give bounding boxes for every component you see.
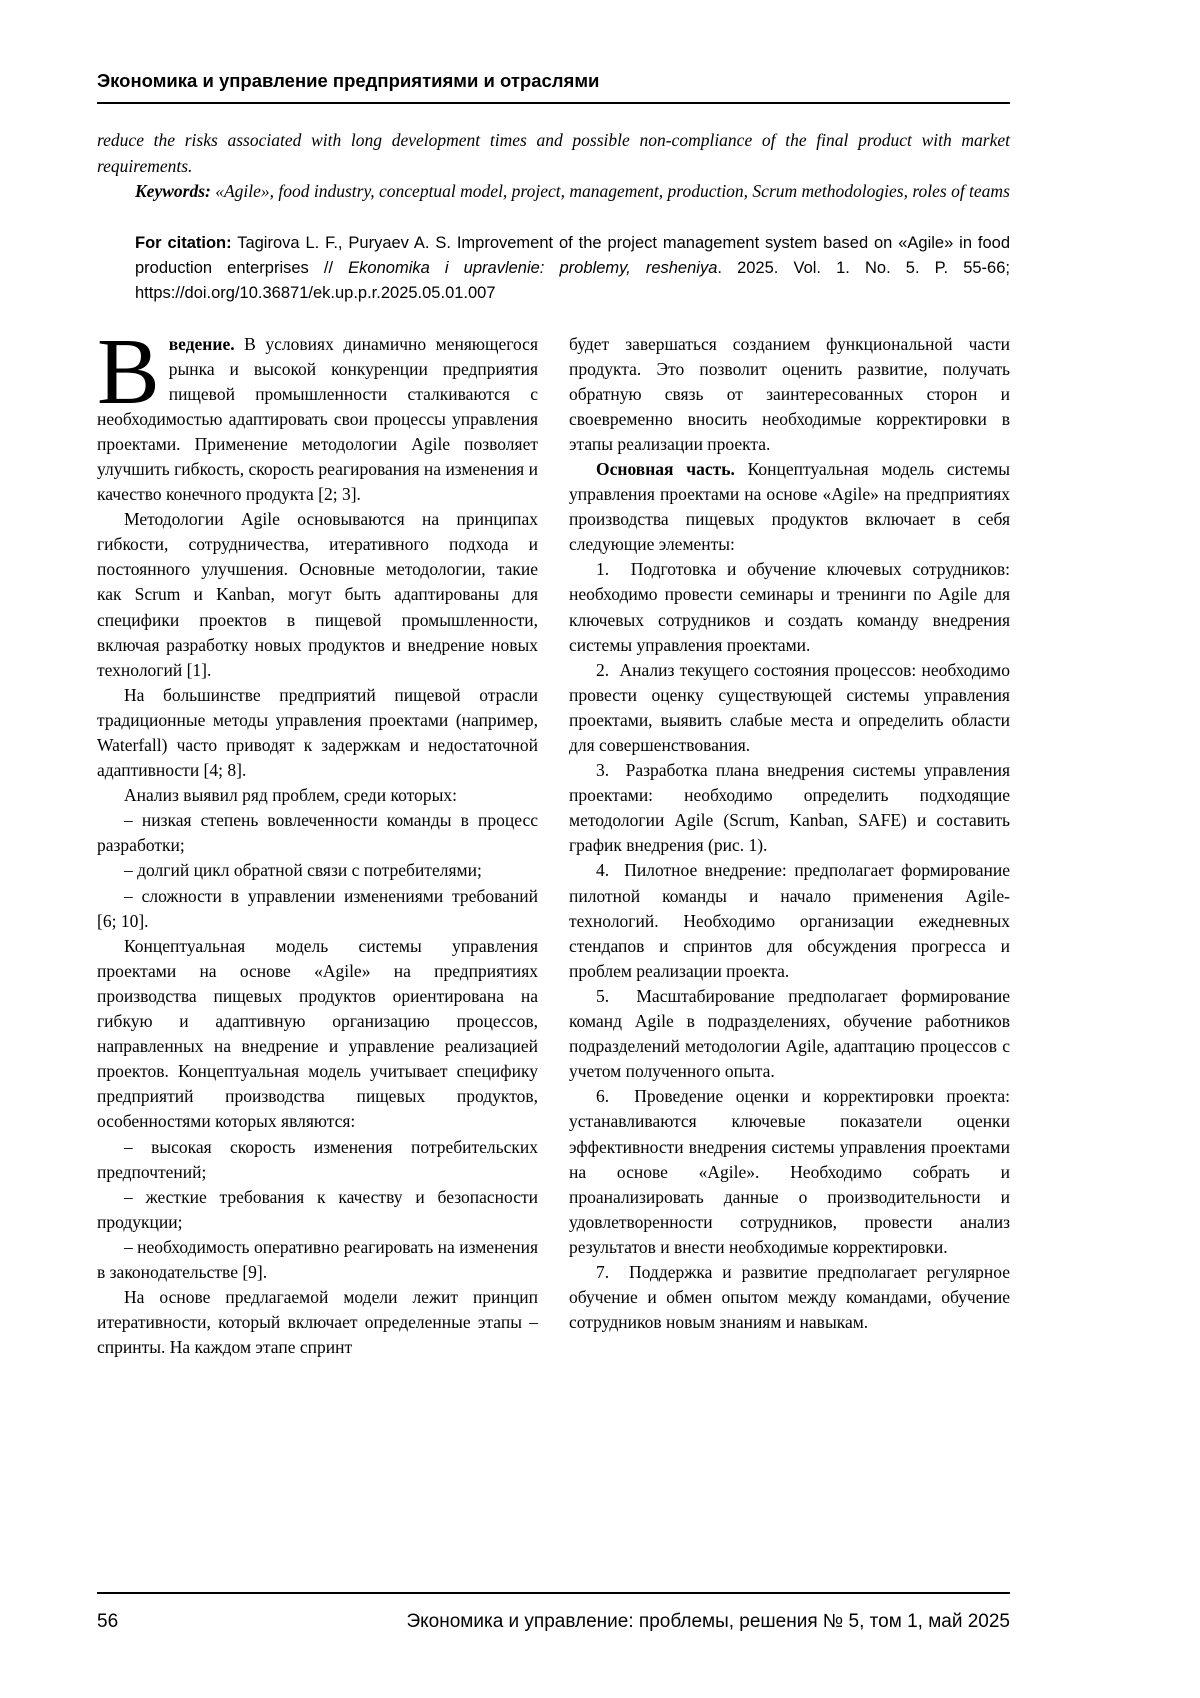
- page-number: 56: [97, 1611, 119, 1632]
- running-head: Экономика и управление предприятиями и отраслями: [97, 70, 1010, 104]
- body-paragraph: 7. Поддержка и развитие предполагает регулярное обучение и обмен опытом между командами, обучение сотрудников новым знаниям и навыкам.: [569, 1261, 1010, 1333]
- body-paragraph: Методологии Agile основываются на принципах гибкости, сотрудничества, итеративного подхода и постоянного улучшения. Основные методологии, такие как Scrum и Kanban, могут быть адаптированы для специфики проектов в пищевой промышленности, включая разработку новых продуктов и внедрение новых технологий [1].: [97, 509, 538, 680]
- citation-authors-title: Tagirova L. F., Puryaev A. S. Improvement of the project management system based on «Agile» in food production enterprises //: [135, 233, 1010, 277]
- body-paragraph: Анализ выявил ряд проблем, среди которых:: [124, 785, 457, 806]
- body-paragraph: – необходимость оперативно реагировать на изменения в законодательстве [9].: [97, 1236, 538, 1282]
- body-paragraph: 4. Пилотное внедрение: предполагает формирование пилотной команды и начало применения Agile-технологий. Необходимо организации ежедневных стендапов и спринтов для обсуждения прогресса и проблем реализации проекта.: [569, 860, 1010, 981]
- drop-cap: В: [97, 319, 160, 424]
- body-paragraph: – сложности в управлении изменениями требований [6; 10].: [97, 885, 538, 931]
- intro-text: В условиях динамично меняющегося рынка и высокой конкуренции предприятия пищевой промышленности сталкиваются с необходимостью адаптировать свои процессы управления проектами. Применение методологии Agile позволяет улучшить гибкость, скорость реагирования на изменения и качество конечного продукта [2; 3].: [97, 333, 538, 505]
- body-paragraph: Концептуальная модель системы управления проектами на основе «Agile» на предприятиях производства пищевых продуктов ориентирована на гибкую и адаптивную организацию процессов, направленных на внедрение и управление реализацией проектов. Концептуальная модель учитывает специфику предприятий производства пищевых продуктов, особенностями которых являются:: [97, 935, 538, 1132]
- right-column: [569, 332, 1010, 1361]
- citation-tail: . 2025. Vol. 1. No. 5. P. 55-66; https://doi.org/10.36871/ek.up.p.r.2025.05.01.007: [135, 258, 1010, 302]
- keywords-paragraph: [97, 179, 1010, 205]
- intro-paragraph: [97, 319, 538, 508]
- citation-label: For citation:: [135, 233, 232, 252]
- body-paragraph: 2. Анализ текущего состояния процессов: необходимо провести оценку существующей системы управления проектами, выявить слабые места и определить области для совершенствования.: [569, 659, 1010, 755]
- two-column-body: [97, 319, 1010, 1361]
- keywords-label: Keywords:: [135, 181, 211, 201]
- citation-journal-name: Ekonomika i upravlenie: problemy, resheniya: [348, 258, 718, 277]
- body-paragraph: Основная часть. Концептуальная модель системы управления проектами на основе «Agile» на предприятиях производства пищевых продуктов включает в себя следующие элементы:: [569, 458, 1010, 555]
- page-footer: [97, 1592, 1010, 1634]
- abstract-continuation: reduce the risks associated with long development times and possible non-compliance of the final product with market requirements.: [97, 130, 1010, 176]
- paragraph-lead: Основная часть.: [596, 458, 735, 479]
- body-paragraph: – высокая скорость изменения потребительских предпочтений;: [97, 1136, 538, 1182]
- body-paragraph: 1. Подготовка и обучение ключевых сотрудников: необходимо провести семинары и тренинги по Agile для ключевых сотрудников и создать команду внедрения системы управления проектами.: [569, 559, 1010, 655]
- body-paragraph: 6. Проведение оценки и корректировки проекта: устанавливаются ключевые показатели оценки эффективности внедрения системы управления проектами на основе «Agile». Необходимо собрать и проанализировать данные о производительности и удовлетворенности сотрудников, провести анализ результатов и внести необходимые корректировки.: [569, 1086, 1010, 1257]
- intro-lead: ведение.: [168, 333, 235, 354]
- body-paragraph: будет завершаться созданием функциональной части продукта. Это позволит оценить развитие, получать обратную связь от заинтересованных сторон и своевременно вносить необходимые корректировки в этапы реализации проекта.: [569, 333, 1010, 454]
- body-paragraph: – низкая степень вовлеченности команды в процесс разработки;: [97, 810, 538, 856]
- body-paragraph: 3. Разработка плана внедрения системы управления проектами: необходимо определить подходящие методологии Agile (Scrum, Kanban, SAFE) и составить график внедрения (рис. 1).: [569, 760, 1010, 856]
- body-paragraph: На основе предлагаемой модели лежит принцип итеративности, который включает определенные этапы – спринты. На каждом этапе спринт: [97, 1287, 538, 1358]
- journal-footer-line: Экономика и управление: проблемы, решения № 5, том 1, май 2025: [406, 1611, 1010, 1632]
- left-column: [97, 319, 538, 1361]
- body-paragraph: – жесткие требования к качеству и безопасности продукции;: [97, 1186, 538, 1232]
- body-paragraph: 5. Масштабирование предполагает формирование команд Agile в подразделениях, обучение работников подразделений методологии Agile, адаптацию процессов с учетом полученного опыта.: [569, 985, 1010, 1082]
- citation-block: [135, 231, 1010, 306]
- keywords-text: «Agile», food industry, conceptual model, project, management, production, Scrum methodologies, roles of teams: [210, 181, 1010, 201]
- body-paragraph: – долгий цикл обратной связи с потребителями;: [124, 860, 482, 881]
- body-paragraph: На большинстве предприятий пищевой отрасли традиционные методы управления проектами (например, Waterfall) часто приводят к задержкам и недостаточной адаптивности [4; 8].: [97, 684, 538, 781]
